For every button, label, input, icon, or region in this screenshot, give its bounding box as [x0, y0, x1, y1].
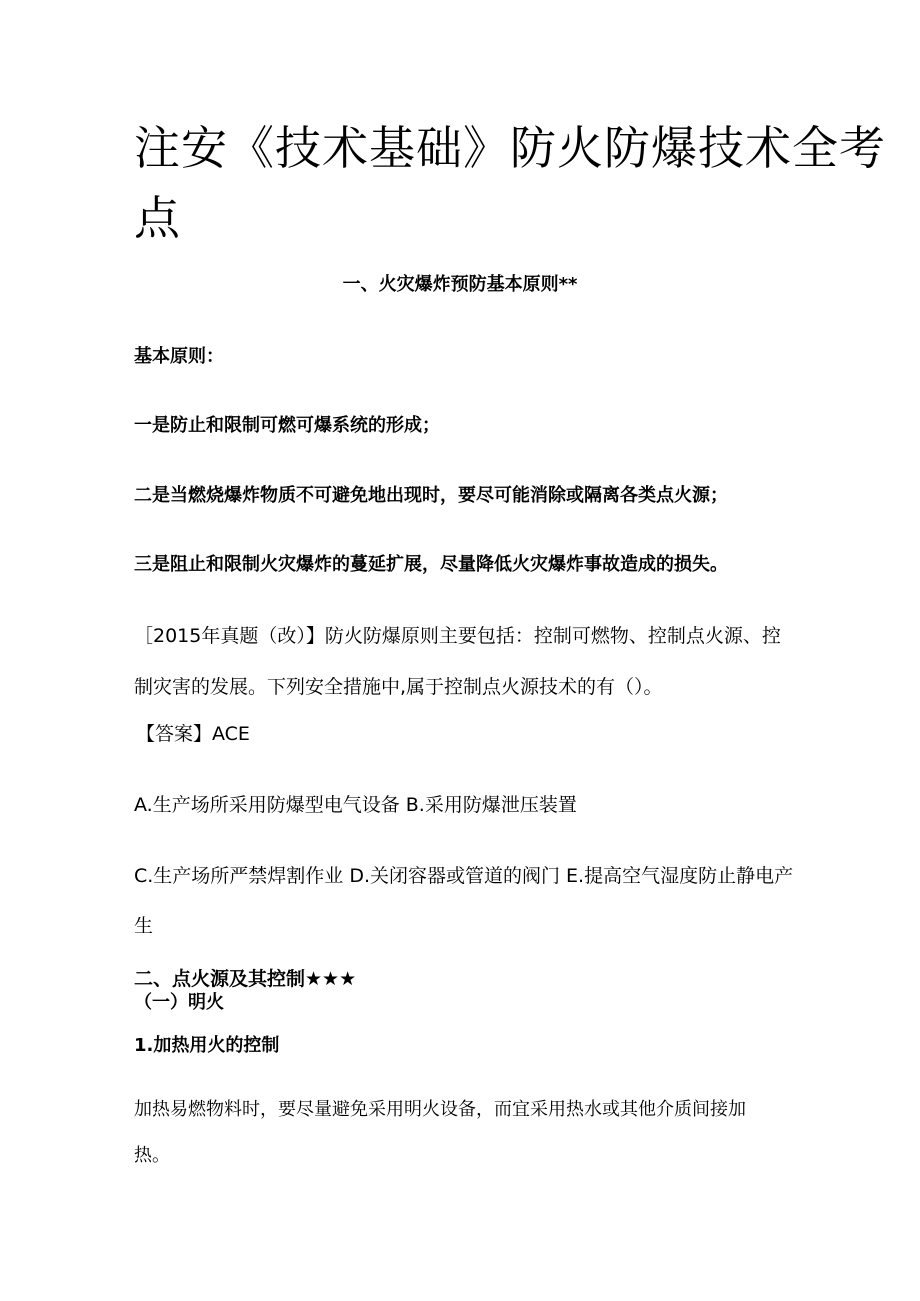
item-body-line-2: 热。: [134, 1145, 170, 1166]
question-line-1: ［2015年真题（改）】防火防爆原则主要包括：控制可燃物、控制点火源、控: [134, 625, 781, 647]
section-heading-2: 二、点火源及其控制★★★: [134, 968, 357, 990]
section-heading-1: 一、火灾爆炸预防基本原则**: [342, 274, 578, 295]
principle-2: 二是当燃烧爆炸物质不可避免地出现时，要尽可能消除或隔离各类点火源；: [134, 485, 728, 506]
subsection-heading-open-flame: （一）明火: [134, 992, 224, 1013]
document-title-line-2: 点: [134, 191, 181, 245]
principle-1: 一是防止和限制可燃可爆系统的形成；: [134, 415, 440, 436]
principles-label: 基本原则：: [134, 346, 224, 367]
answer-label: 【答案】ACE: [136, 723, 250, 745]
document-title-line-1: 注安《技术基础》防火防爆技术全考: [134, 121, 886, 175]
options-line-2: C.生产场所严禁焊割作业 D.关闭容器或管道的阀门 E.提高空气湿度防止静电产: [134, 865, 794, 887]
options-line-1: A.生产场所采用防爆型电气设备 B.采用防爆泄压装置: [134, 794, 577, 816]
principle-3: 三是阻止和限制火灾爆炸的蔓延扩展，尽量降低火灾爆炸事故造成的损失。: [134, 554, 728, 575]
question-line-2: 制灾害的发展。下列安全措施中,属于控制点火源技术的有（）。: [134, 676, 663, 698]
item-body-line-1: 加热易燃物料时，要尽量避免采用明火设备，而宜采用热水或其他介质间接加: [134, 1099, 746, 1120]
item-heading-heating-fire-control: 1.加热用火的控制: [134, 1035, 280, 1056]
options-line-3: 生: [134, 915, 154, 937]
